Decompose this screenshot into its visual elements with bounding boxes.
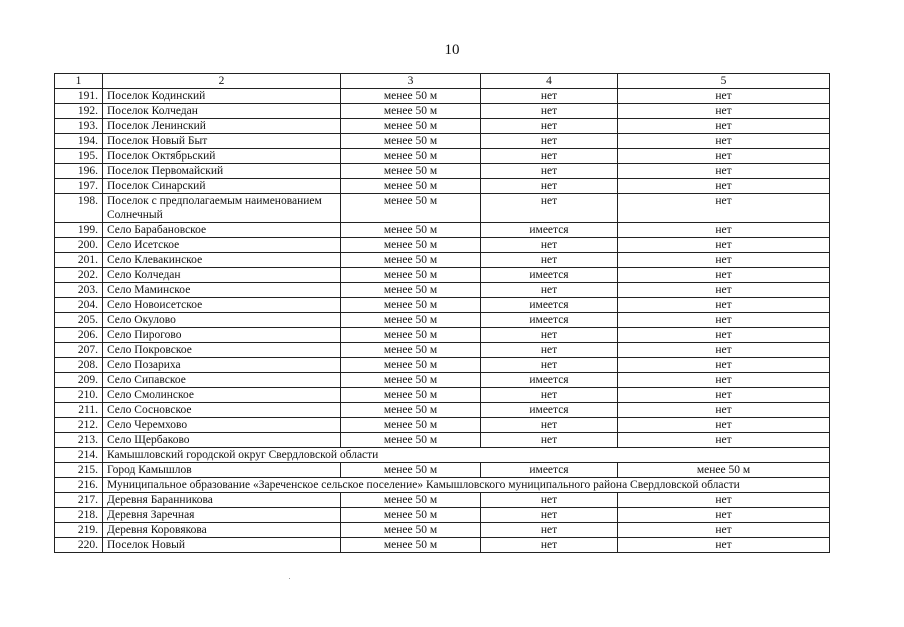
distance-secondary-value: нет [618,298,830,313]
row-number: 208. [55,358,103,373]
distance-secondary-value: нет [618,283,830,298]
table-row [55,313,830,328]
settlement-name: Поселок Октябрьский [103,149,341,164]
table-row [55,418,830,433]
availability-value: нет [481,523,618,538]
table-row [55,194,830,223]
distance-value: менее 50 м [341,104,481,119]
distance-secondary-value: менее 50 м [618,463,830,478]
availability-value: нет [481,358,618,373]
table-row [55,238,830,253]
settlement-name: Поселок Первомайский [103,164,341,179]
row-number: 197. [55,179,103,194]
settlement-name: Село Барабановское [103,223,341,238]
settlement-name: Поселок Колчедан [103,104,341,119]
distance-value: менее 50 м [341,179,481,194]
availability-value: нет [481,119,618,134]
table-row [55,463,830,478]
distance-secondary-value: нет [618,538,830,553]
distance-value: менее 50 м [341,523,481,538]
row-number: 218. [55,508,103,523]
row-number: 205. [55,313,103,328]
table-section-row [55,478,830,493]
settlement-name: Село Черемхово [103,418,341,433]
availability-value: нет [481,194,618,223]
row-number: 214. [55,448,103,463]
table-body [55,89,830,553]
row-number: 203. [55,283,103,298]
column-header: 1 [55,74,103,89]
distance-value: менее 50 м [341,403,481,418]
distance-secondary-value: нет [618,179,830,194]
distance-value: менее 50 м [341,343,481,358]
table-row [55,134,830,149]
table-row [55,223,830,238]
settlement-name: Поселок Ленинский [103,119,341,134]
availability-value: имеется [481,463,618,478]
distance-value: менее 50 м [341,223,481,238]
distance-value: менее 50 м [341,119,481,134]
availability-value: нет [481,493,618,508]
row-number: 200. [55,238,103,253]
distance-secondary-value: нет [618,164,830,179]
distance-secondary-value: нет [618,313,830,328]
distance-value: менее 50 м [341,298,481,313]
distance-secondary-value: нет [618,119,830,134]
availability-value: нет [481,418,618,433]
distance-value: менее 50 м [341,538,481,553]
distance-secondary-value: нет [618,104,830,119]
column-header: 4 [481,74,618,89]
availability-value: нет [481,134,618,149]
row-number: 210. [55,388,103,403]
settlement-name: Поселок с предполагаемым наименованием Солнечный [103,194,341,223]
settlement-name: Село Новоисетское [103,298,341,313]
section-title: Камышловский городской округ Свердловской области [103,448,830,463]
availability-value: имеется [481,268,618,283]
settlement-name: Село Сипавское [103,373,341,388]
distance-secondary-value: нет [618,403,830,418]
availability-value: имеется [481,403,618,418]
distance-value: менее 50 м [341,268,481,283]
settlement-name: Село Смолинское [103,388,341,403]
distance-secondary-value: нет [618,373,830,388]
settlement-name: Село Клевакинское [103,253,341,268]
row-number: 220. [55,538,103,553]
row-number: 193. [55,119,103,134]
table-row [55,268,830,283]
table-row [55,253,830,268]
distance-secondary-value: нет [618,253,830,268]
row-number: 195. [55,149,103,164]
settlement-name: Село Пирогово [103,328,341,343]
availability-value: нет [481,433,618,448]
table-row [55,523,830,538]
availability-value: имеется [481,313,618,328]
distance-value: менее 50 м [341,493,481,508]
settlement-name: Город Камышлов [103,463,341,478]
row-number: 215. [55,463,103,478]
distance-secondary-value: нет [618,223,830,238]
distance-secondary-value: нет [618,358,830,373]
table-row [55,388,830,403]
distance-value: менее 50 м [341,388,481,403]
page-number: 10 [444,42,460,58]
table-row [55,373,830,388]
table-row [55,104,830,119]
settlement-name: Село Колчедан [103,268,341,283]
table-row [55,149,830,164]
distance-secondary-value: нет [618,149,830,164]
settlement-name: Поселок Кодинский [103,89,341,104]
distance-value: менее 50 м [341,253,481,268]
availability-value: нет [481,253,618,268]
distance-value: менее 50 м [341,283,481,298]
row-number: 217. [55,493,103,508]
table-row [55,403,830,418]
availability-value: нет [481,328,618,343]
row-number: 201. [55,253,103,268]
availability-value: нет [481,149,618,164]
table-row [55,89,830,104]
column-header: 5 [618,74,830,89]
table-row [55,328,830,343]
settlement-name: Село Покровское [103,343,341,358]
distance-secondary-value: нет [618,268,830,283]
settlement-name: Деревня Коровякова [103,523,341,538]
distance-value: менее 50 м [341,508,481,523]
table-row [55,283,830,298]
section-title: Муниципальное образование «Зареченское сельское поселение» Камышловского муниципального района Свердловской области [103,478,830,493]
table-row [55,179,830,194]
row-number: 198. [55,194,103,223]
column-header: 3 [341,74,481,89]
distance-secondary-value: нет [618,134,830,149]
availability-value: нет [481,283,618,298]
distance-value: менее 50 м [341,328,481,343]
availability-value: нет [481,388,618,403]
table-header-row [55,74,830,89]
distance-secondary-value: нет [618,418,830,433]
distance-secondary-value: нет [618,523,830,538]
distance-value: менее 50 м [341,134,481,149]
settlement-name: Село Сосновское [103,403,341,418]
row-number: 191. [55,89,103,104]
distance-value: менее 50 м [341,238,481,253]
row-number: 199. [55,223,103,238]
distance-value: менее 50 м [341,89,481,104]
column-header: 2 [103,74,341,89]
row-number: 192. [55,104,103,119]
row-number: 206. [55,328,103,343]
availability-value: нет [481,89,618,104]
distance-secondary-value: нет [618,238,830,253]
table-row [55,119,830,134]
distance-secondary-value: нет [618,433,830,448]
availability-value: нет [481,164,618,179]
distance-secondary-value: нет [618,508,830,523]
availability-value: нет [481,238,618,253]
row-number: 207. [55,343,103,358]
table-row [55,433,830,448]
availability-value: нет [481,343,618,358]
settlement-name: Село Щербаково [103,433,341,448]
availability-value: имеется [481,373,618,388]
availability-value: нет [481,538,618,553]
availability-value: имеется [481,223,618,238]
distance-secondary-value: нет [618,89,830,104]
row-number: 209. [55,373,103,388]
settlement-name: Деревня Заречная [103,508,341,523]
row-number: 212. [55,418,103,433]
distance-value: менее 50 м [341,373,481,388]
distance-secondary-value: нет [618,328,830,343]
settlement-name: Поселок Новый Быт [103,134,341,149]
table-row [55,343,830,358]
distance-value: менее 50 м [341,313,481,328]
table-row [55,358,830,373]
settlement-name: Деревня Баранникова [103,493,341,508]
distance-secondary-value: нет [618,194,830,223]
row-number: 204. [55,298,103,313]
distance-secondary-value: нет [618,493,830,508]
settlement-name: Село Маминское [103,283,341,298]
distance-value: менее 50 м [341,149,481,164]
distance-value: менее 50 м [341,463,481,478]
settlement-name: Поселок Синарский [103,179,341,194]
scan-speck [289,578,290,579]
settlements-table [54,73,830,553]
table-row [55,538,830,553]
table-row [55,164,830,179]
row-number: 194. [55,134,103,149]
availability-value: нет [481,508,618,523]
distance-value: менее 50 м [341,358,481,373]
availability-value: имеется [481,298,618,313]
row-number: 216. [55,478,103,493]
row-number: 219. [55,523,103,538]
distance-value: менее 50 м [341,194,481,223]
settlement-name: Поселок Новый [103,538,341,553]
table-section-row [55,448,830,463]
distance-secondary-value: нет [618,388,830,403]
availability-value: нет [481,179,618,194]
settlement-name: Село Окулово [103,313,341,328]
distance-secondary-value: нет [618,343,830,358]
distance-value: менее 50 м [341,418,481,433]
row-number: 211. [55,403,103,418]
availability-value: нет [481,104,618,119]
row-number: 202. [55,268,103,283]
distance-value: менее 50 м [341,433,481,448]
distance-value: менее 50 м [341,164,481,179]
settlement-name: Село Исетское [103,238,341,253]
table-row [55,493,830,508]
settlement-name: Село Позариха [103,358,341,373]
table-row [55,298,830,313]
row-number: 196. [55,164,103,179]
table-row [55,508,830,523]
row-number: 213. [55,433,103,448]
